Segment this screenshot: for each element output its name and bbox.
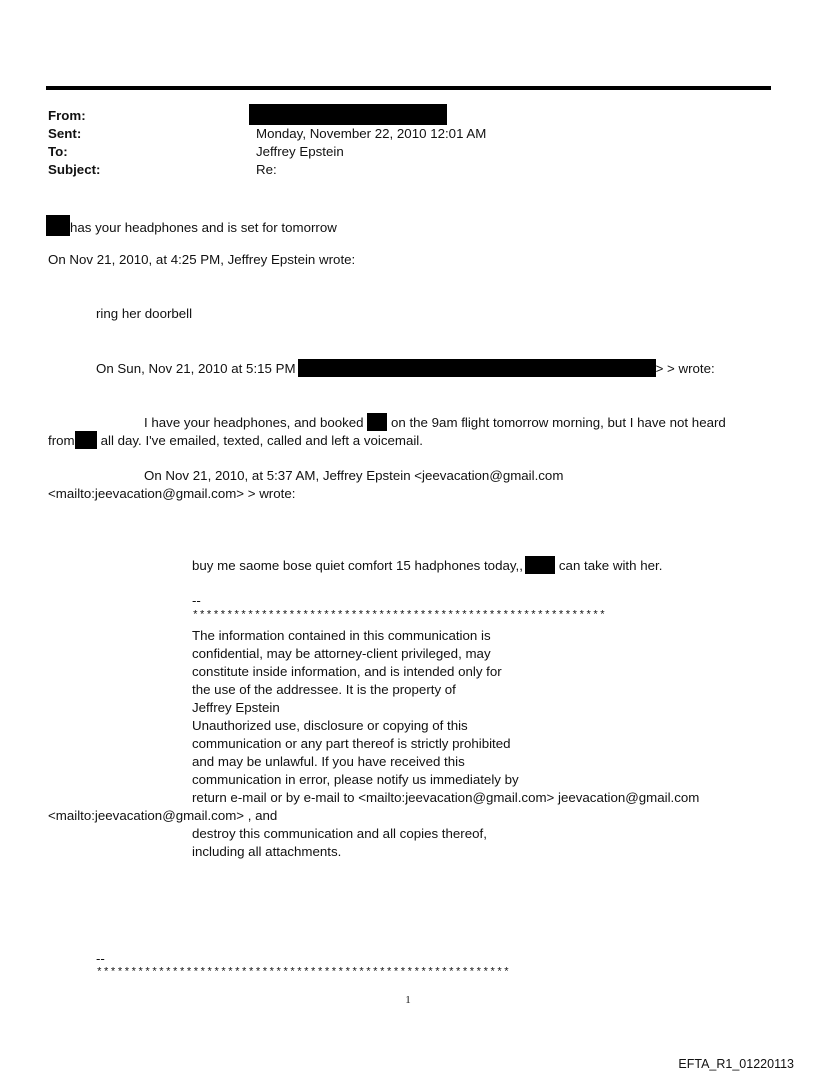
disclaimer-dashes: -- [192,593,201,608]
sent-label: Sent: [48,126,82,141]
disclaimer-line: destroy this communication and all copies thereof, [192,826,487,841]
quote1-text: ring her doorbell [96,306,193,321]
disclaimer-line: return e-mail or by e-mail to <mailto:jeevacation@gmail.com> jeevacation@gmail.com [192,790,700,805]
redaction-box [367,413,387,431]
disclaimer-line: Unauthorized use, disclosure or copying of this [192,718,468,733]
from-label: From: [48,108,86,123]
reply-text: has your headphones and is set for tomorrow [70,220,337,235]
disclaimer-line: communication in error, please notify us immediately by [192,772,519,787]
quote2-line2 [48,431,423,450]
quote3-text-start: buy me saome bose quiet comfort 15 hadphones today,, [192,558,523,573]
disclaimer-line: and may be unlawful. If you have received this [192,754,465,769]
page-number: 1 [405,994,411,1006]
reply-line [46,215,337,237]
redaction-box [46,215,70,236]
disclaimer-line: including all attachments. [192,844,342,859]
quote1-intro: On Nov 21, 2010, at 4:25 PM, Jeffrey Epstein wrote: [48,252,356,267]
quote2-line2-start: from [48,433,75,448]
quote2-line1-end: on the 9am flight tomorrow morning, but I have not heard [390,415,726,430]
disclaimer-stars: ************************************************************ [192,610,607,622]
quote3-intro-line1: On Nov 21, 2010, at 5:37 AM, Jeffrey Epstein <jeevacation@gmail.com [144,468,564,483]
quote2-line1-start: I have your headphones, and booked [144,415,364,430]
sent-value: Monday, November 22, 2010 12:01 AM [256,126,487,141]
quote2-intro-date: On Sun, Nov 21, 2010 at 5:15 PM [96,361,296,376]
quote2-line2-end: all day. I've emailed, texted, called and left a voicemail. [100,433,423,448]
footer-dashes: -- [96,951,105,966]
disclaimer-line: Jeffrey Epstein [192,700,280,715]
from-value-redaction [249,104,447,126]
quote2-intro-wrote: > > wrote: [655,361,715,376]
disclaimer-wrap-line: <mailto:jeevacation@gmail.com> , and [48,808,278,823]
document-id: EFTA_R1_01220113 [678,1057,794,1071]
quote3-intro-line2: <mailto:jeevacation@gmail.com> > wrote: [48,486,296,501]
header-rule [46,86,771,90]
to-label: To: [48,144,68,159]
redaction-box [298,359,656,377]
disclaimer-line: communication or any part thereof is strictly prohibited [192,736,511,751]
disclaimer-line: The information contained in this communication is [192,628,491,643]
disclaimer-line: constitute inside information, and is intended only for [192,664,502,679]
subject-value: Re: [256,162,277,177]
disclaimer-line: confidential, may be attorney-client privileged, may [192,646,491,661]
quote2-line1 [144,413,726,432]
quote3-text [192,556,662,575]
to-value: Jeffrey Epstein [256,144,344,159]
footer-stars: ************************************************************ [96,967,511,979]
quote2-intro [96,359,715,378]
quote3-text-end: can take with her. [558,558,663,573]
subject-label: Subject: [48,162,101,177]
redaction-box [525,556,555,574]
disclaimer-line: the use of the addressee. It is the property of [192,682,456,697]
redaction-box [75,431,97,449]
